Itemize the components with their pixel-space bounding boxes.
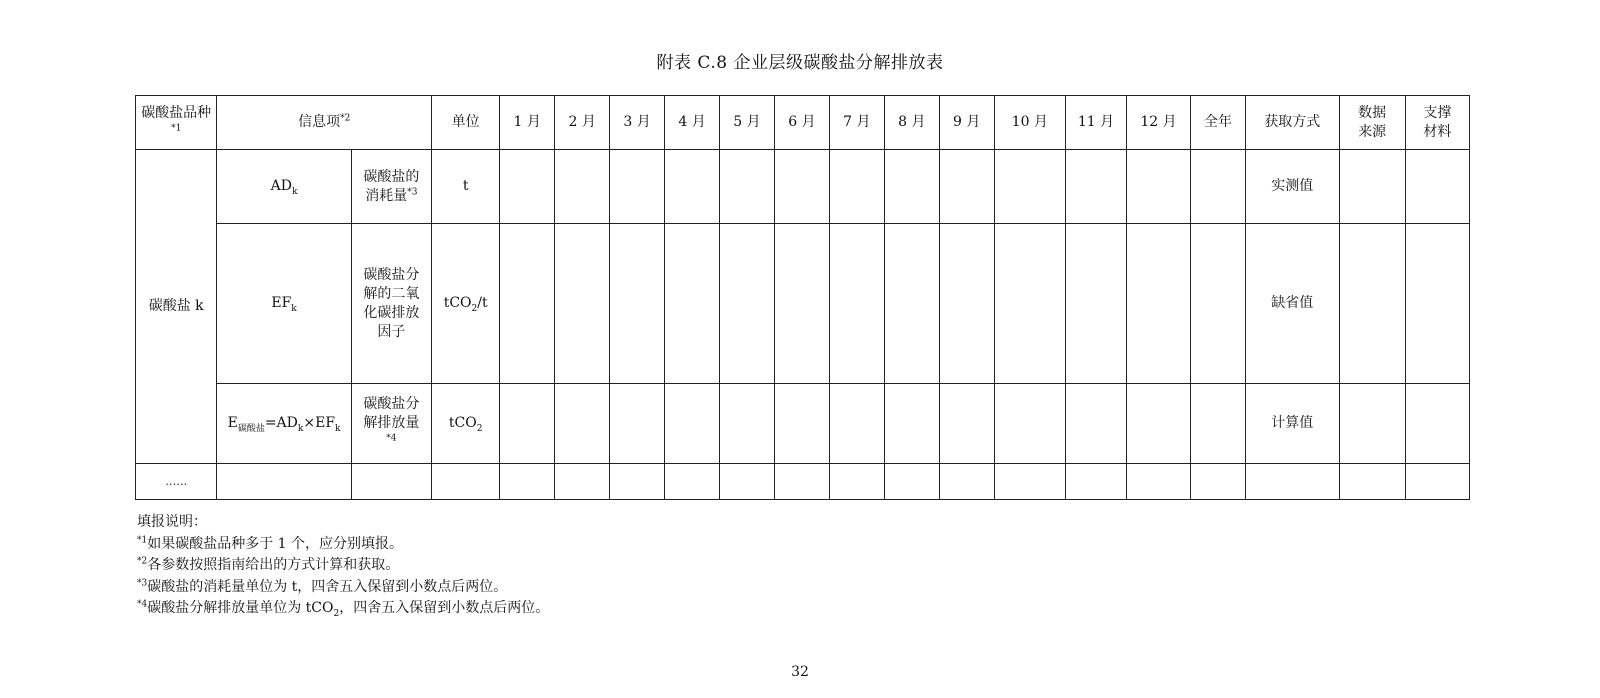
table-row-ellipsis [136,464,1470,500]
data-cell [610,150,665,224]
row-ad-symbol: $AD_k$ [217,150,351,224]
data-cell [555,150,610,224]
emission-table [135,95,1470,500]
header-unit: 单位 [432,96,500,150]
data-cell [500,464,555,500]
row-e-symbol: $E_{碳酸盐}=AD_k\times EF_k$ [217,384,351,464]
data-cell [351,464,431,500]
data-cell [1065,150,1126,224]
header-variety: 碳酸盐品种$^{*1}$ [136,96,217,150]
row-e-method: 计算值 [1246,384,1340,464]
data-cell [829,150,884,224]
data-cell [500,224,555,384]
notes-heading: 填报说明： [137,514,207,530]
header-info: 信息项$^{*2}$ [217,96,432,150]
data-cell [217,464,351,500]
page-number: 32 [791,664,809,680]
data-cell [939,224,994,384]
data-cell [1339,150,1405,224]
row-ef-unit: tCO$_2$/t [432,224,500,384]
data-cell [1339,384,1405,464]
row-ad-unit: t [432,150,500,224]
data-cell [555,224,610,384]
page-title: 附表 C.8 企业层级碳酸盐分解排放表 [656,53,944,73]
row-e-desc: 碳酸盐分解排放量 $^{*4}$ [351,384,431,464]
data-cell [1191,224,1246,384]
filling-notes [137,512,549,620]
header-month-10: 10 月 [994,96,1065,150]
header-month-7: 7 月 [829,96,884,150]
data-cell [939,464,994,500]
data-cell [994,384,1065,464]
note-item: $^{*3}$碳酸盐的消耗量单位为 t，四舍五入保留到小数点后两位。 [137,577,508,595]
data-cell [1405,224,1469,384]
data-cell [500,150,555,224]
data-cell [720,464,775,500]
header-month-12: 12 月 [1126,96,1190,150]
header-month-5: 5 月 [720,96,775,150]
data-cell [555,384,610,464]
data-cell [610,464,665,500]
data-cell [1339,224,1405,384]
header-month-6: 6 月 [774,96,829,150]
header-month-9: 9 月 [939,96,994,150]
data-cell [994,150,1065,224]
header-month-4: 4 月 [665,96,720,150]
variety-cell: 碳酸盐 k [136,150,217,464]
row-ef-symbol: $EF_k$ [217,224,351,384]
row-ad-desc: 碳酸盐的消耗量$^{*3}$ [351,150,431,224]
data-cell [1065,384,1126,464]
data-cell [774,224,829,384]
header-month-8: 8 月 [884,96,939,150]
data-cell [884,384,939,464]
data-cell [1065,464,1126,500]
row-ef-desc: 碳酸盐分解的二氧化碳排放因子 [351,224,431,384]
header-month-11: 11 月 [1065,96,1126,150]
data-cell [720,150,775,224]
data-cell [1339,464,1405,500]
header-month-3: 3 月 [610,96,665,150]
note-item: $^{*4}$碳酸盐分解排放量单位为 tCO$_2$，四舍五入保留到小数点后两位。 [137,599,550,619]
row-ad-method: 实测值 [1246,150,1340,224]
data-cell [1246,464,1340,500]
data-cell [665,464,720,500]
header-month-1: 1 月 [500,96,555,150]
data-cell [1405,464,1469,500]
data-cell [829,384,884,464]
data-cell [1126,384,1190,464]
data-cell [720,384,775,464]
row-ef-method: 缺省值 [1246,224,1340,384]
header-year: 全年 [1191,96,1246,150]
data-cell [994,224,1065,384]
data-cell [829,464,884,500]
data-cell [720,224,775,384]
data-cell [665,224,720,384]
data-cell [432,464,500,500]
header-month-2: 2 月 [555,96,610,150]
note-item: $^{*1}$如果碳酸盐品种多于 1 个，应分别填报。 [137,534,404,552]
data-cell [994,464,1065,500]
data-cell [1191,150,1246,224]
data-cell [555,464,610,500]
row-e-unit: tCO$_2$ [432,384,500,464]
table-row-ad [136,150,1470,224]
table-row-e [136,384,1470,464]
data-cell [829,224,884,384]
data-cell [774,464,829,500]
data-cell [1126,464,1190,500]
header-method: 获取方式 [1246,96,1340,150]
data-cell [1405,384,1469,464]
note-item: $^{*2}$各参数按照指南给出的方式计算和获取。 [137,556,400,573]
data-cell [774,384,829,464]
data-cell [1065,224,1126,384]
data-cell [1191,464,1246,500]
data-cell [610,384,665,464]
data-cell [610,224,665,384]
ellipsis-cell: …… [136,464,217,500]
data-cell [939,384,994,464]
data-cell [665,150,720,224]
data-cell [1126,224,1190,384]
data-cell [774,150,829,224]
header-support: 支撑材料 [1405,96,1469,150]
header-source: 数据来源 [1339,96,1405,150]
data-cell [500,384,555,464]
header-row [136,96,1470,150]
data-cell [1126,150,1190,224]
data-cell [1405,150,1469,224]
data-cell [884,224,939,384]
data-cell [665,384,720,464]
data-cell [884,150,939,224]
data-cell [1191,384,1246,464]
data-cell [939,150,994,224]
data-cell [884,464,939,500]
table-row-ef [136,224,1470,384]
